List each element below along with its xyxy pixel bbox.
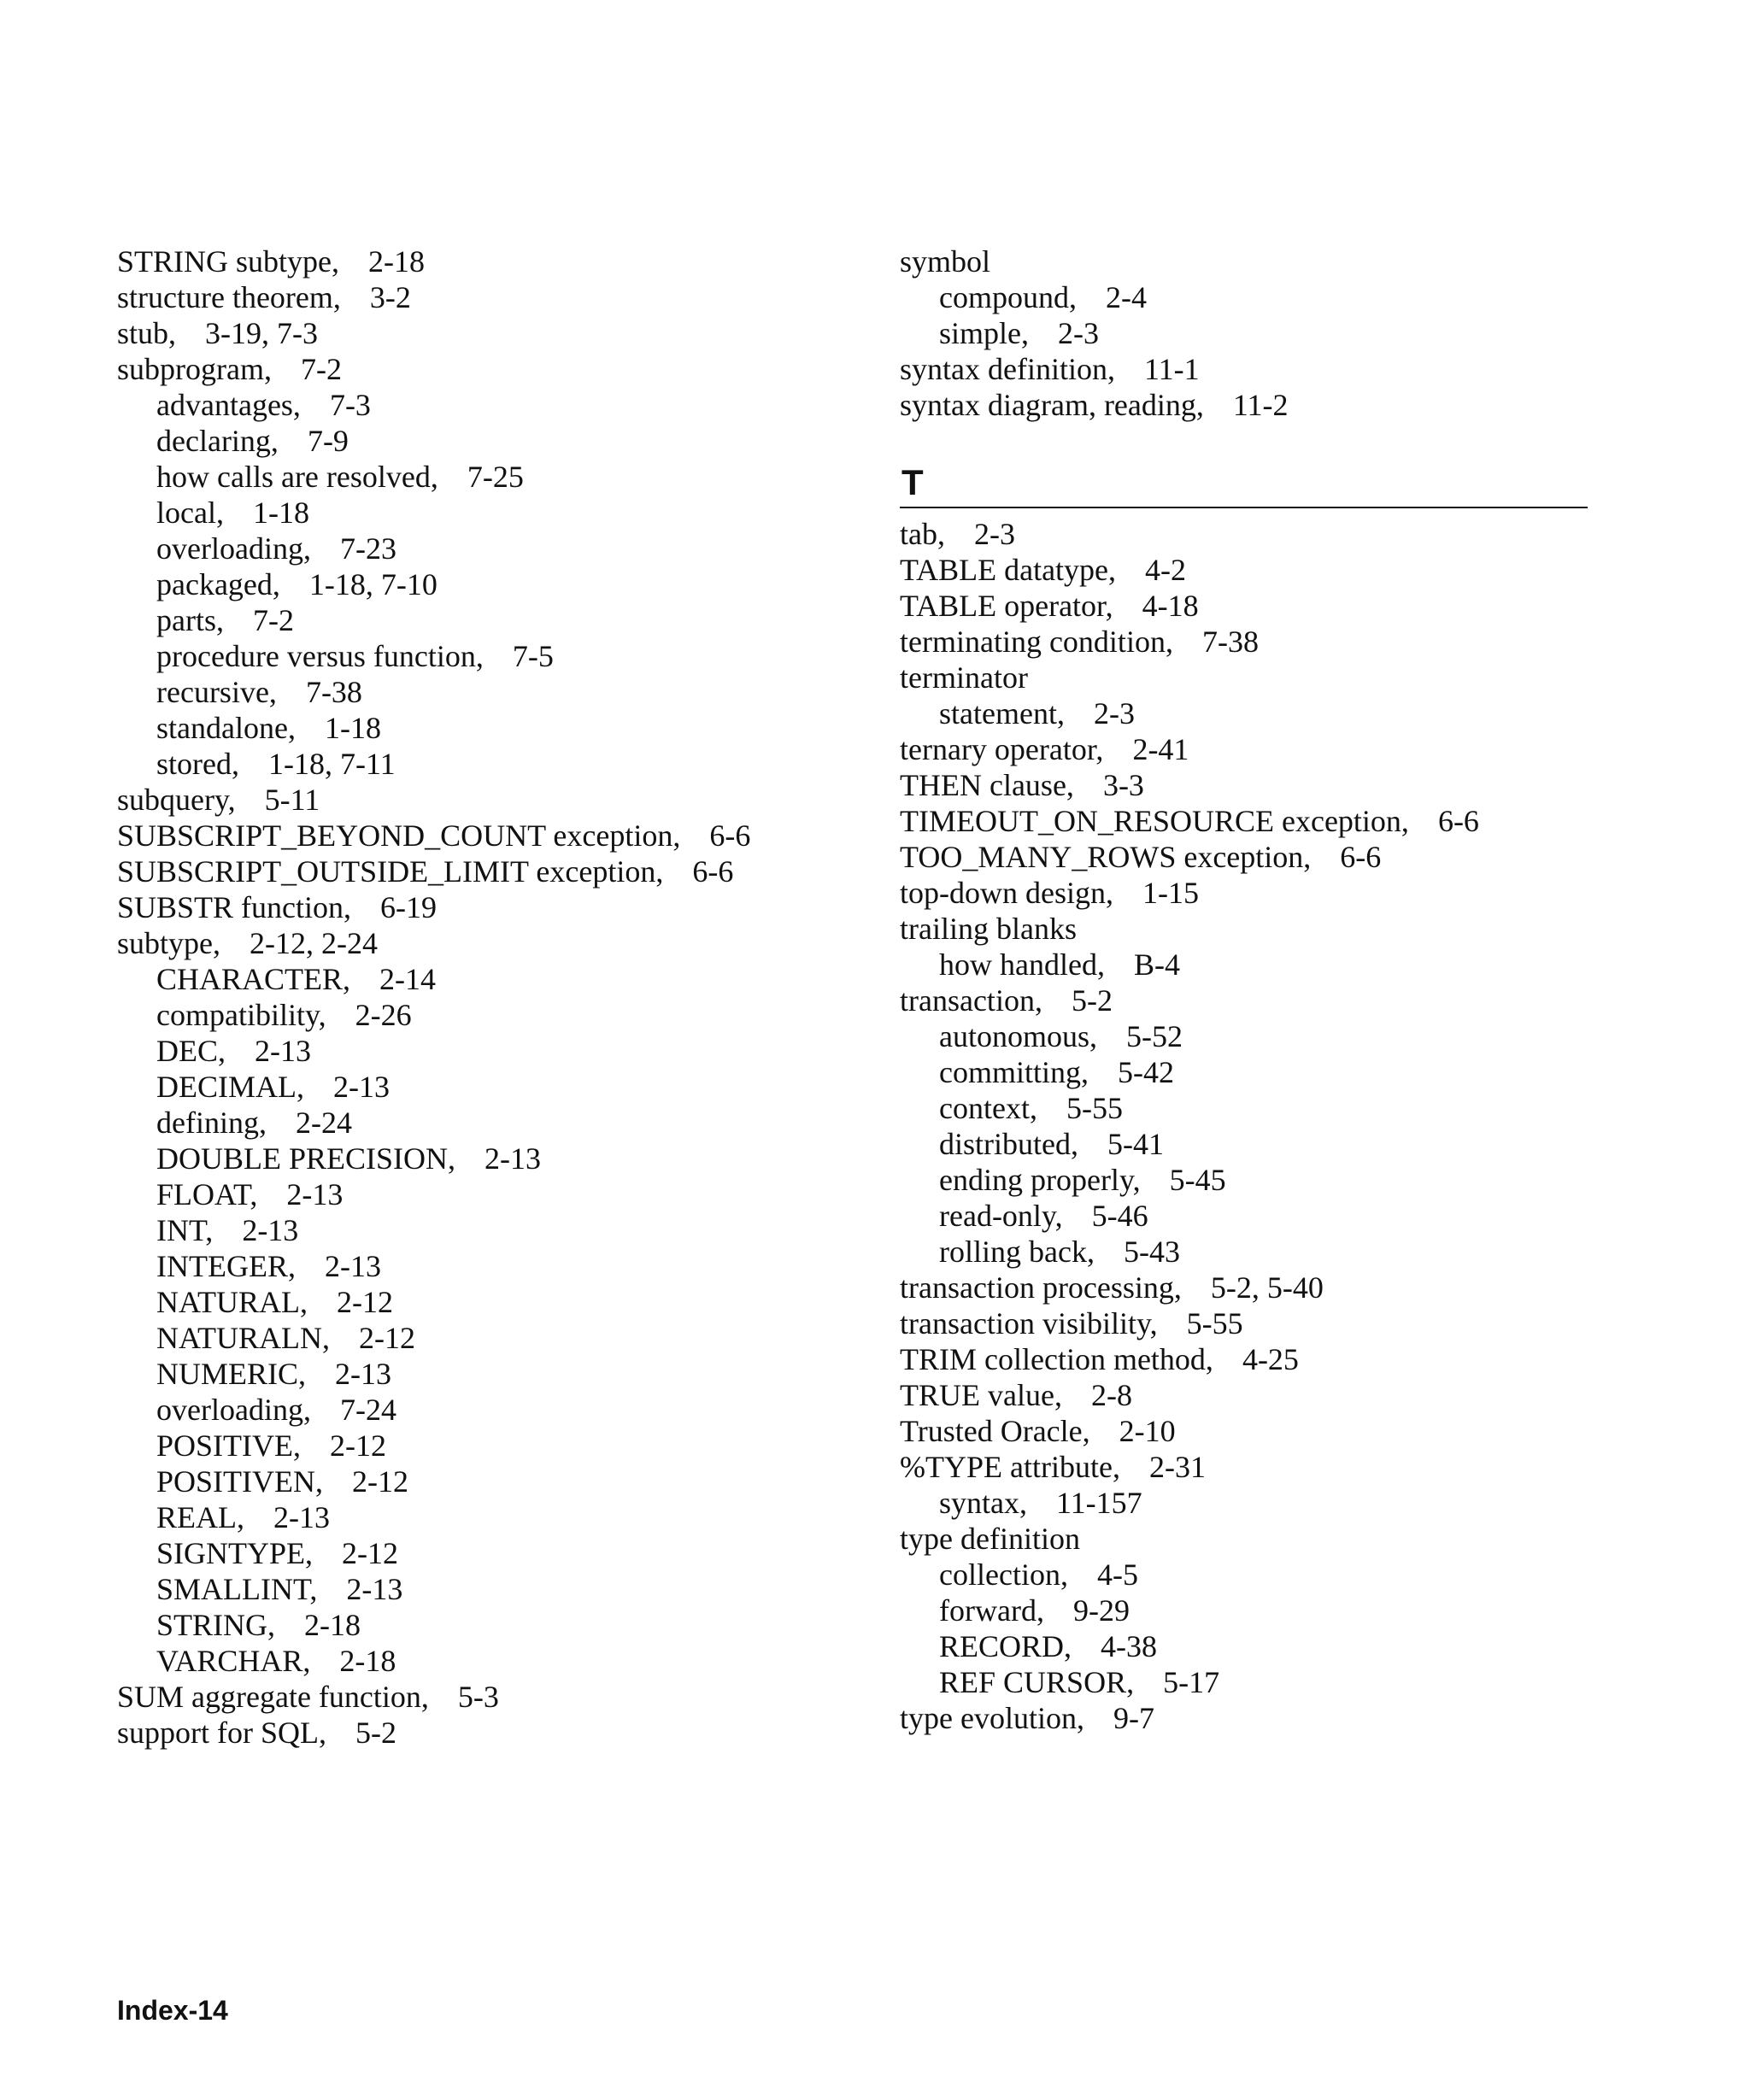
index-subentry: [900, 1198, 1588, 1234]
index-term: SUBSCRIPT_BEYOND_COUNT exception,: [117, 818, 681, 853]
index-term: how calls are resolved,: [156, 460, 438, 494]
index-entry: [117, 1679, 869, 1715]
index-page-ref: 6-6: [692, 854, 734, 889]
index-term: TRIM collection method,: [900, 1342, 1213, 1376]
index-page-ref: 2-3: [1058, 316, 1099, 350]
index-term: context,: [939, 1091, 1037, 1125]
index-page-ref: 1-18: [324, 711, 381, 745]
index-subentry: [900, 1018, 1588, 1054]
index-page-ref: 1-18: [252, 496, 309, 530]
index-subentry: [900, 695, 1588, 731]
index-page-ref: 5-46: [1091, 1199, 1148, 1233]
index-entry: [117, 315, 869, 351]
index-term: Trusted Oracle,: [900, 1414, 1090, 1448]
index-page-ref: 2-12, 2-24: [250, 926, 378, 960]
index-page-ref: 5-42: [1118, 1055, 1174, 1089]
index-page-ref: 2-13: [255, 1034, 311, 1068]
index-term: support for SQL,: [117, 1716, 326, 1750]
index-page-ref: 5-11: [264, 783, 320, 817]
index-term: committing,: [939, 1055, 1089, 1089]
index-group-s-continued: [900, 243, 1588, 423]
index-page-ref: 2-13: [286, 1177, 344, 1211]
index-term: how handled,: [939, 947, 1105, 982]
index-page-ref: 3-2: [369, 280, 411, 314]
index-page-ref: 7-3: [329, 388, 371, 422]
index-term: simple,: [939, 316, 1029, 350]
index-term: trailing blanks: [900, 912, 1077, 946]
index-subentry: [117, 710, 869, 746]
index-term: POSITIVE,: [156, 1428, 301, 1463]
index-entry: [900, 387, 1588, 423]
index-page-ref: 5-17: [1163, 1665, 1220, 1699]
index-page-ref: 9-7: [1113, 1701, 1154, 1735]
index-term: top-down design,: [900, 876, 1113, 910]
index-subentry: [117, 997, 869, 1033]
index-entry: [900, 1700, 1588, 1736]
index-page-ref: 1-18, 7-11: [267, 747, 396, 781]
index-term: compatibility,: [156, 998, 326, 1032]
index-entry: [900, 1270, 1588, 1305]
index-page-ref: 4-25: [1242, 1342, 1299, 1376]
index-term: ternary operator,: [900, 732, 1104, 766]
index-entry: [117, 279, 869, 315]
index-page-ref: 4-2: [1145, 553, 1187, 587]
index-term: SIGNTYPE,: [156, 1536, 314, 1570]
index-page-ref: 2-13: [484, 1141, 542, 1176]
index-page-ref: 2-12: [342, 1536, 399, 1570]
index-term: packaged,: [156, 567, 280, 601]
index-page-ref: 2-26: [355, 998, 412, 1032]
index-page-ref: 11-157: [1056, 1486, 1142, 1520]
index-subentry: [117, 1248, 869, 1284]
index-term: subtype,: [117, 926, 220, 960]
index-page-ref: 2-3: [973, 517, 1015, 551]
index-page-ref: 7-9: [307, 424, 349, 458]
index-page-ref: 5-2: [355, 1716, 396, 1750]
index-entry: [900, 516, 1588, 552]
index-entry: [900, 588, 1588, 624]
index-entry: [900, 660, 1588, 695]
index-term: TRUE value,: [900, 1378, 1062, 1412]
index-subentry: [900, 1090, 1588, 1126]
index-term: structure theorem,: [117, 280, 341, 314]
index-page-ref: 6-19: [380, 890, 438, 924]
index-page-ref: B-4: [1133, 947, 1180, 982]
index-subentry: [117, 1643, 869, 1679]
index-term: tab,: [900, 517, 945, 551]
index-page-ref: 9-29: [1072, 1593, 1130, 1628]
index-term: REAL,: [156, 1500, 244, 1534]
index-page-ref: 2-12: [359, 1321, 415, 1355]
index-subentry: [900, 1054, 1588, 1090]
index-term: subprogram,: [117, 352, 272, 386]
index-term: syntax,: [939, 1486, 1027, 1520]
index-entry: [900, 552, 1588, 588]
index-subentry: [117, 1212, 869, 1248]
index-term: advantages,: [156, 388, 301, 422]
index-subentry: [117, 566, 869, 602]
index-entry: [900, 1521, 1588, 1557]
index-page-ref: 2-10: [1119, 1414, 1176, 1448]
index-subentry: [117, 1571, 869, 1607]
index-page-ref: 2-12: [352, 1464, 408, 1499]
index-subentry: [117, 1105, 869, 1141]
index-page-ref: 2-13: [324, 1249, 381, 1283]
index-subentry: [117, 459, 869, 495]
index-term: RECORD,: [939, 1629, 1072, 1663]
index-subentry: [117, 423, 869, 459]
index-page-ref: 2-8: [1090, 1378, 1132, 1412]
index-subentry: [900, 1664, 1588, 1700]
index-term: TOO_MANY_ROWS exception,: [900, 840, 1312, 874]
index-subentry: [117, 1320, 869, 1356]
index-term: syntax definition,: [900, 352, 1115, 386]
index-column-left: [117, 243, 869, 1751]
index-page-ref: 7-5: [512, 639, 554, 673]
index-subentry: [117, 746, 869, 782]
index-subentry: [117, 602, 869, 638]
index-entry: [117, 889, 869, 925]
index-page-ref: 7-2: [252, 603, 294, 637]
index-term: terminating condition,: [900, 625, 1173, 659]
index-term: POSITIVEN,: [156, 1464, 323, 1499]
index-entry: [900, 624, 1588, 660]
index-page-ref: 2-12: [337, 1285, 393, 1319]
index-page-ref: 6-6: [1437, 804, 1479, 838]
index-term: statement,: [939, 696, 1065, 730]
index-subentry: [117, 1428, 869, 1464]
index-page-ref: 6-6: [1340, 840, 1382, 874]
index-page-ref: 1-15: [1142, 876, 1199, 910]
index-term: DECIMAL,: [156, 1070, 304, 1104]
index-term: NATURALN,: [156, 1321, 330, 1355]
index-entry: [900, 1305, 1588, 1341]
index-term: rolling back,: [939, 1235, 1095, 1269]
index-term: overloading,: [156, 531, 311, 566]
index-subentry: [117, 1499, 869, 1535]
index-entry: [117, 818, 869, 853]
index-term: TABLE operator,: [900, 589, 1113, 623]
section-heading-t: [900, 454, 1588, 508]
index-page-ref: 7-25: [467, 460, 524, 494]
index-subentry: [117, 495, 869, 531]
index-subentry: [900, 1162, 1588, 1198]
index-page-ref: 5-45: [1169, 1163, 1226, 1197]
index-subentry: [117, 1392, 869, 1428]
index-page-ref: 5-43: [1123, 1235, 1180, 1269]
index-subentry: [117, 1464, 869, 1499]
index-term: subquery,: [117, 783, 236, 817]
index-term: declaring,: [156, 424, 279, 458]
index-page-ref: 5-41: [1107, 1127, 1164, 1161]
index-page-ref: 5-55: [1066, 1091, 1123, 1125]
index-entry: [900, 767, 1588, 803]
index-term: transaction visibility,: [900, 1306, 1158, 1340]
index-subentry: [900, 1593, 1588, 1628]
index-subentry: [117, 1284, 869, 1320]
index-entry: [900, 1413, 1588, 1449]
index-term: STRING subtype,: [117, 244, 339, 279]
index-term: syntax diagram, reading,: [900, 388, 1204, 422]
index-page-ref: 4-5: [1096, 1557, 1138, 1592]
index-term: parts,: [156, 603, 224, 637]
index-term: overloading,: [156, 1393, 311, 1427]
index-term: forward,: [939, 1593, 1044, 1628]
index-term: SUM aggregate function,: [117, 1680, 429, 1714]
index-subentry: [117, 674, 869, 710]
index-page-ref: 5-55: [1186, 1306, 1243, 1340]
index-term: transaction processing,: [900, 1270, 1182, 1305]
index-page-ref: 6-6: [709, 818, 751, 853]
index-entry: [900, 983, 1588, 1018]
index-entry: [117, 925, 869, 961]
index-term: REF CURSOR,: [939, 1665, 1135, 1699]
index-page-ref: 2-18: [304, 1608, 361, 1642]
index-entry: [117, 243, 869, 279]
index-term: NATURAL,: [156, 1285, 308, 1319]
index-term: transaction,: [900, 983, 1042, 1018]
index-subentry: [117, 1356, 869, 1392]
index-subentry: [900, 1126, 1588, 1162]
index-term: distributed,: [939, 1127, 1078, 1161]
index-entry: [900, 731, 1588, 767]
index-term: TIMEOUT_ON_RESOURCE exception,: [900, 804, 1409, 838]
index-page-ref: 3-19, 7-3: [205, 316, 318, 350]
index-entry: [900, 1449, 1588, 1485]
index-page-ref: 7-38: [305, 675, 362, 709]
index-entry: [900, 1377, 1588, 1413]
index-entry: [900, 911, 1588, 947]
index-term: compound,: [939, 280, 1077, 314]
index-entry: [900, 1341, 1588, 1377]
index-term: symbol: [900, 244, 991, 279]
index-group-t: [900, 516, 1588, 1736]
index-term: THEN clause,: [900, 768, 1074, 802]
index-term: local,: [156, 496, 224, 530]
index-term: STRING,: [156, 1608, 276, 1642]
index-term: ending properly,: [939, 1163, 1141, 1197]
index-term: SUBSCRIPT_OUTSIDE_LIMIT exception,: [117, 854, 664, 889]
index-term: DOUBLE PRECISION,: [156, 1141, 456, 1176]
index-page-ref: 5-2, 5-40: [1210, 1270, 1324, 1305]
index-page-ref: 2-18: [368, 244, 425, 279]
index-term: CHARACTER,: [156, 962, 351, 996]
index-term: procedure versus function,: [156, 639, 484, 673]
index-entry: [117, 351, 869, 387]
index-entry: [900, 351, 1588, 387]
index-subentry: [117, 1033, 869, 1069]
index-term: FLOAT,: [156, 1177, 258, 1211]
index-page-ref: 2-13: [242, 1213, 299, 1247]
index-term: terminator: [900, 660, 1028, 695]
page-number: Index-14: [117, 1995, 228, 2026]
index-entry: [117, 782, 869, 818]
section-letter: T: [901, 462, 924, 502]
index-page-ref: 2-24: [295, 1106, 352, 1140]
index-page-ref: 3-3: [1102, 768, 1144, 802]
index-entry: [117, 1715, 869, 1751]
index-term: defining,: [156, 1106, 267, 1140]
index-page-ref: 5-52: [1126, 1019, 1183, 1053]
index-page-ref: 2-13: [273, 1500, 330, 1534]
index-term: stored,: [156, 747, 239, 781]
index-subentry: [117, 961, 869, 997]
index-subentry: [900, 947, 1588, 983]
index-page-ref: 4-18: [1142, 589, 1199, 623]
index-entry: [900, 243, 1588, 279]
index-page-ref: 11-2: [1232, 388, 1289, 422]
index-term: INT,: [156, 1213, 214, 1247]
index-page-ref: 2-4: [1105, 280, 1147, 314]
index-page-ref: 2-3: [1093, 696, 1135, 730]
index-column-right: [900, 243, 1588, 1736]
index-subentry: [117, 1535, 869, 1571]
index-page-ref: 2-31: [1148, 1450, 1206, 1484]
index-subentry: [117, 1141, 869, 1176]
index-page-ref: 2-41: [1132, 732, 1189, 766]
index-term: type evolution,: [900, 1701, 1084, 1735]
index-subentry: [117, 1069, 869, 1105]
index-page-ref: 1-18, 7-10: [308, 567, 438, 601]
index-page-ref: 7-24: [339, 1393, 396, 1427]
index-subentry: [117, 1176, 869, 1212]
index-page-ref: 7-2: [300, 352, 342, 386]
index-term: TABLE datatype,: [900, 553, 1117, 587]
index-subentry: [900, 1557, 1588, 1593]
index-term: type definition: [900, 1522, 1080, 1556]
index-subentry: [900, 279, 1588, 315]
index-term: VARCHAR,: [156, 1644, 311, 1678]
index-page-ref: 2-13: [333, 1070, 390, 1104]
index-page-ref: 5-2: [1071, 983, 1113, 1018]
index-subentry: [900, 1485, 1588, 1521]
index-page-ref: 7-23: [339, 531, 396, 566]
index-page-ref: 2-13: [346, 1572, 403, 1606]
index-term: read-only,: [939, 1199, 1063, 1233]
index-term: autonomous,: [939, 1019, 1097, 1053]
index-page-ref: 4-38: [1101, 1629, 1158, 1663]
index-term: INTEGER,: [156, 1249, 296, 1283]
index-page-ref: 5-3: [457, 1680, 499, 1714]
index-subentry: [900, 1628, 1588, 1664]
index-entry: [900, 803, 1588, 839]
index-subentry: [900, 315, 1588, 351]
index-subentry: [900, 1234, 1588, 1270]
index-term: NUMERIC,: [156, 1357, 307, 1391]
index-subentry: [117, 387, 869, 423]
index-term: collection,: [939, 1557, 1068, 1592]
index-page-ref: 11-1: [1143, 352, 1200, 386]
index-entry: [900, 875, 1588, 911]
index-term: standalone,: [156, 711, 296, 745]
index-page-ref: 2-18: [339, 1644, 396, 1678]
index-term: stub,: [117, 316, 177, 350]
index-page-ref: 2-13: [335, 1357, 392, 1391]
index-entry: [117, 853, 869, 889]
index-term: DEC,: [156, 1034, 226, 1068]
index-page-ref: 7-38: [1201, 625, 1259, 659]
index-entry: [900, 839, 1588, 875]
index-subentry: [117, 1607, 869, 1643]
index-subentry: [117, 531, 869, 566]
index-page-ref: 2-14: [379, 962, 437, 996]
index-term: SMALLINT,: [156, 1572, 318, 1606]
index-page-ref: 2-12: [330, 1428, 386, 1463]
index-term: %TYPE attribute,: [900, 1450, 1120, 1484]
index-subentry: [117, 638, 869, 674]
index-term: SUBSTR function,: [117, 890, 352, 924]
index-term: recursive,: [156, 675, 277, 709]
